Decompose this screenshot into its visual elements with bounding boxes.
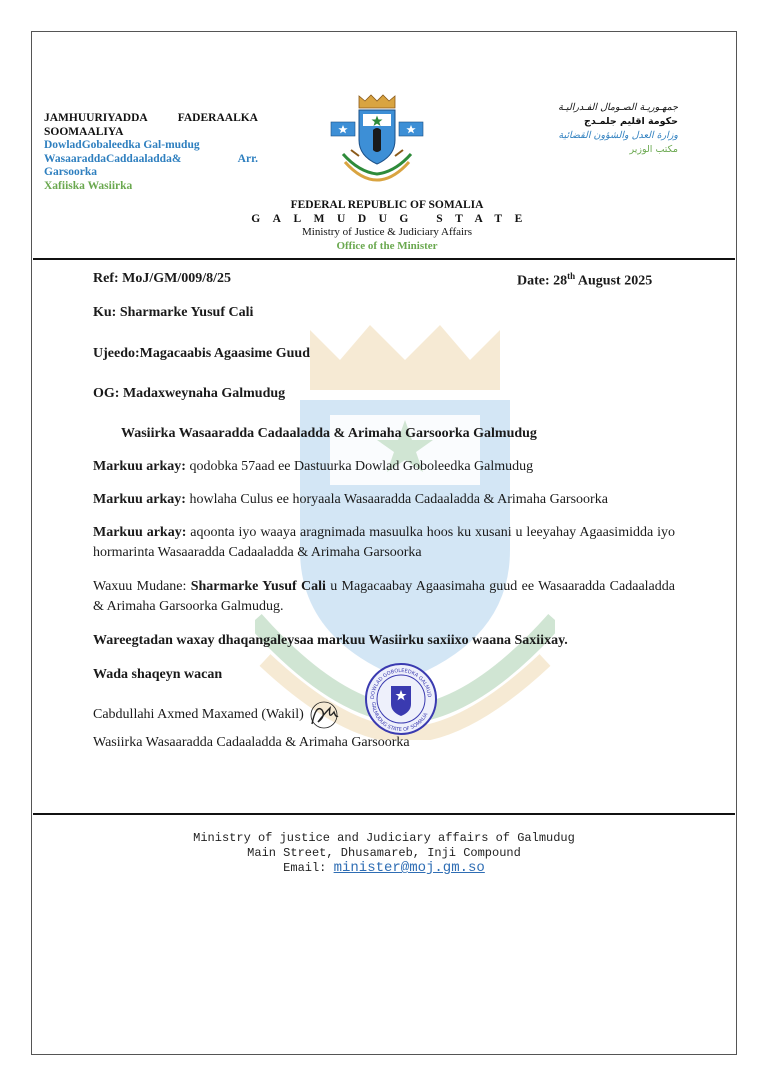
header-left-block <box>44 112 258 193</box>
header-right-line2: حكومة اقليم جلمـدج <box>584 116 678 127</box>
paragraph-4-pre: Waxuu Mudane: <box>93 579 191 594</box>
closing-line: Wada shaqeyn wacan <box>93 667 223 682</box>
paragraph-1-text: qodobka 57aad ee Dastuurka Dowlad Goboleedka Galmudug <box>185 459 534 474</box>
official-stamp-icon <box>364 662 438 736</box>
cc-line: OG: Madaxweynaha Galmudug <box>93 386 286 401</box>
footer-email-label: Email: <box>283 861 334 875</box>
footer-email-row <box>33 861 735 876</box>
date-suffix: th <box>567 271 576 281</box>
header-ministry: Ministry of Justice & Judiciary Affairs <box>302 226 472 238</box>
stamp-top-text: DOWLAD GOBOLEEDKA GALMUD <box>369 667 432 700</box>
header-left-line3: DowladGobaleedka Gal-mudug <box>44 139 200 151</box>
signatory-name: Cabdullahi Axmed Maxamed (Wakil) <box>93 707 304 722</box>
paragraph-2 <box>93 490 675 510</box>
header-left-line4 <box>44 153 258 167</box>
header-right-line4: مكتب الوزير <box>629 144 678 155</box>
paragraph-5: Wareegtadan waxay dhaqangaleysaa markuu Wasiirku saxiixo waana Saxiixay. <box>93 633 568 648</box>
header-office: Office of the Minister <box>336 240 438 252</box>
footer-line1: Ministry of justice and Judiciary affairs of Galmudug <box>193 831 575 845</box>
reference-number: Ref: MoJ/GM/009/8/25 <box>93 271 232 286</box>
signatory-row <box>93 700 340 730</box>
paragraph-1-label: Markuu arkay: <box>93 459 186 474</box>
paragraph-2-label: Markuu arkay: <box>93 492 186 507</box>
paragraph-2-text: howlaha Culus ee horyaala Wasaaradda Cadaaladda & Arimaha Garsoorka <box>185 492 608 507</box>
paragraph-4 <box>93 577 675 617</box>
footer-block <box>33 831 735 876</box>
signatory-title: Wasiirka Wasaaradda Cadaaladda & Arimaha Garsoorka <box>93 735 410 750</box>
header-state: GALMUDUG STATE <box>251 213 535 225</box>
paragraph-4-post: u Magacaabay Agaasimaha guud ee Wasaaradda Cadaaladda & Arimaha Garsoorka Galmudug. <box>93 579 675 614</box>
header-left-line6: Xafiiska Wasiirka <box>44 179 133 192</box>
date-month-year: August 2025 <box>575 273 653 289</box>
stamp-bottom-text: GALMUDUG STATE OF SOMALIA <box>369 701 430 734</box>
header-left-line2: SOOMAALIYA <box>44 125 124 138</box>
letter-heading: Wasiirka Wasaaradda Cadaaladda & Arimaha Garsoorka Galmudug <box>121 426 537 441</box>
header-left-line1 <box>44 112 258 126</box>
signature-icon <box>308 700 340 730</box>
header-right-line1: جمهـوريـة الصـومال الفـدراليـة <box>558 102 678 113</box>
paragraph-3-label: Markuu arkay: <box>93 525 187 540</box>
header-divider <box>33 258 735 260</box>
appointee-name: Sharmarke Yusuf Cali <box>190 579 326 594</box>
header-center-block <box>190 198 584 253</box>
header-left-line4a: WasaaraddaCaddaaladda& <box>44 152 182 165</box>
header-left-line1b: FADERAALKA <box>177 112 258 124</box>
date-day: Date: 28 <box>517 273 568 289</box>
paragraph-1 <box>93 457 675 477</box>
header-right-line3: وزارة العدل والشؤون القضائية <box>558 130 678 141</box>
header-left-line5: Garsoorka <box>44 166 98 178</box>
recipient-line: Ku: Sharmarke Yusuf Cali <box>93 305 254 320</box>
header-right-block <box>478 101 678 157</box>
paragraph-3-text: aqoonta iyo waaya aragnimada masuulka hoos ku xusani u leeyahay Agaasimidda iyo hormarinta Wasaaradda Cadaaladda & Arimaha Garsoorka <box>93 525 675 560</box>
header-left-line1a: JAMHUURIYADDA <box>44 112 148 124</box>
letter-date <box>517 271 652 290</box>
header-left-line4b: Arr. <box>237 152 258 165</box>
paragraph-3 <box>93 523 675 563</box>
subject-line: Ujeedo:Magacaabis Agaasime Guud <box>93 346 310 361</box>
footer-divider <box>33 813 735 815</box>
footer-address: Main Street, Dhusamareb, Inji Compound <box>247 846 521 860</box>
galmudug-emblem-icon <box>329 92 425 184</box>
header-country: FEDERAL REPUBLIC OF SOMALIA <box>290 199 484 211</box>
footer-email-link[interactable]: minister@moj.gm.so <box>333 860 485 876</box>
